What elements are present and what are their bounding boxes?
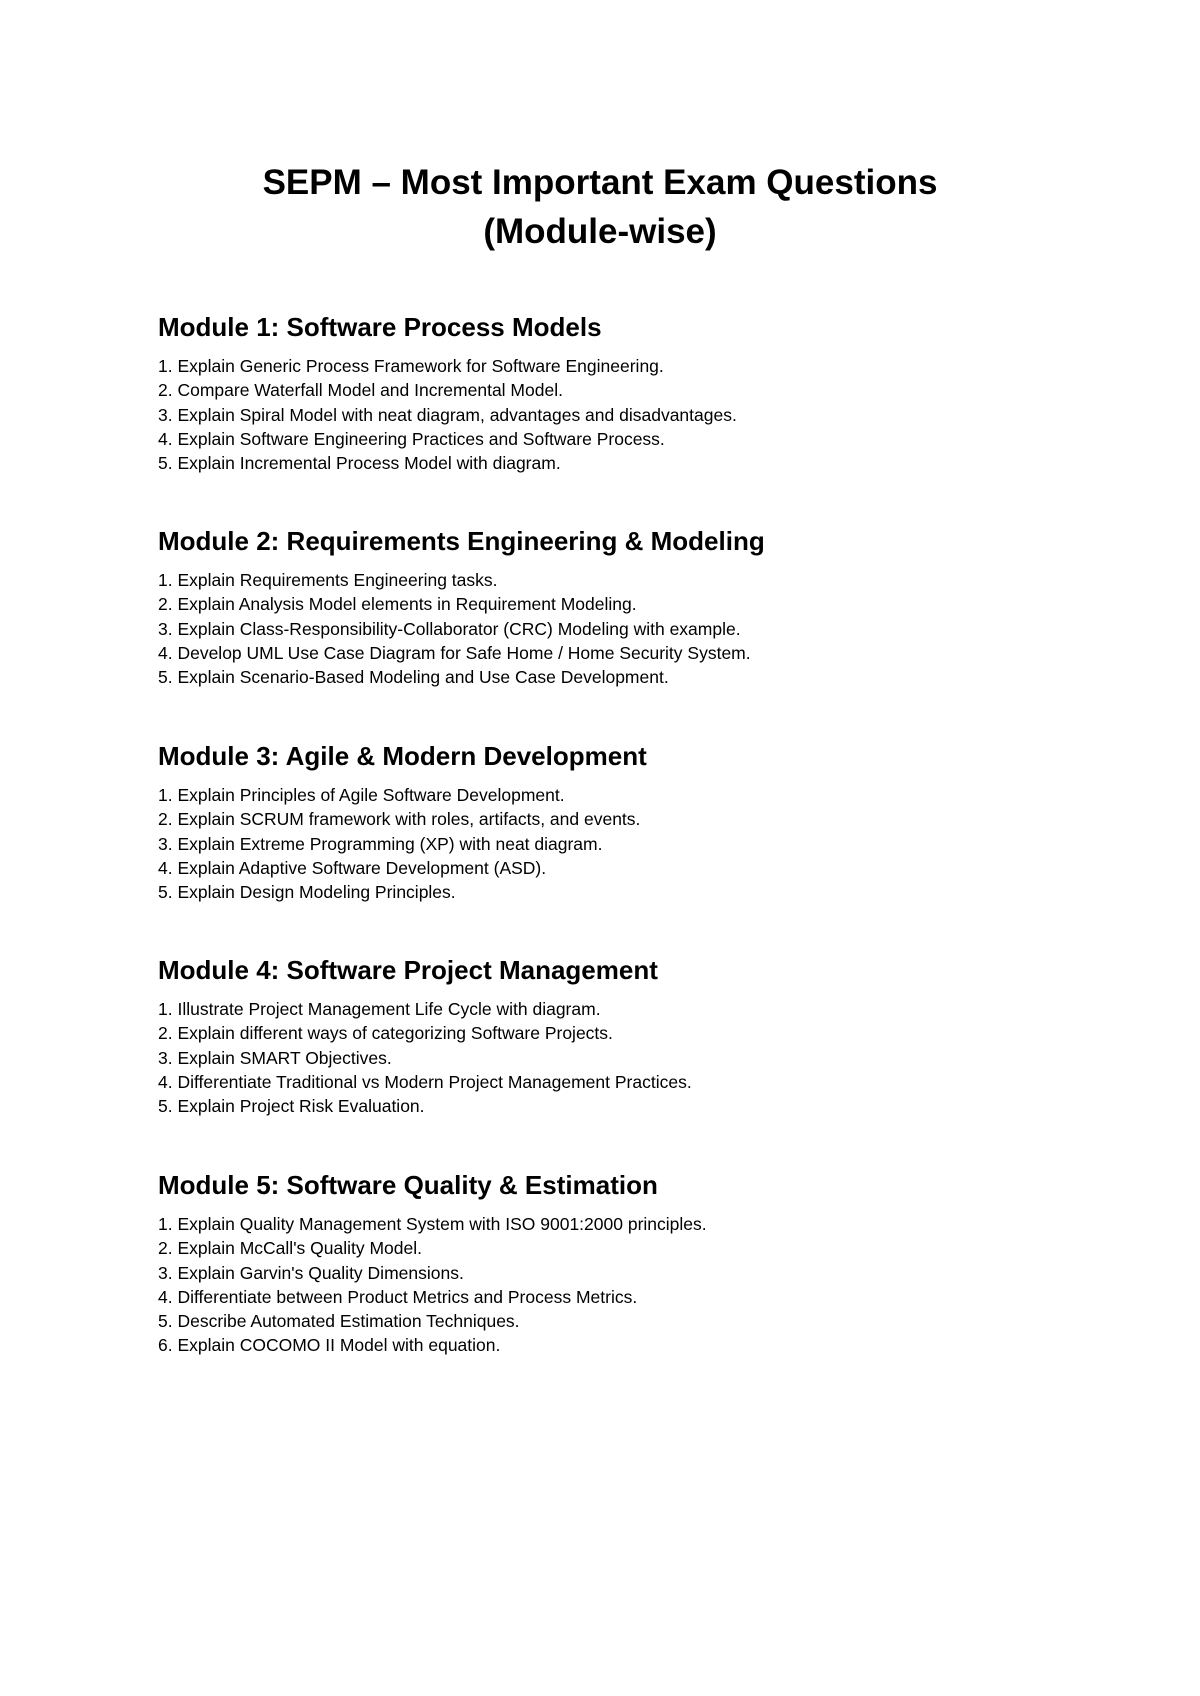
- question-item: 2. Explain McCall's Quality Model.: [158, 1238, 422, 1259]
- module-5-question-list: [158, 1212, 1118, 1358]
- module-2-heading: Module 2: Requirements Engineering & Modeling: [158, 526, 765, 556]
- module-2-question-list: [158, 568, 1118, 689]
- question-item: 1. Illustrate Project Management Life Cycle with diagram.: [158, 999, 601, 1019]
- question-item: 4. Explain Adaptive Software Development (ASD).: [158, 857, 547, 878]
- question-item: 1. Explain Generic Process Framework for Software Engineering.: [158, 356, 664, 376]
- page-title-line-1: SEPM – Most Important Exam Questions: [262, 163, 938, 202]
- module-1-section: [158, 310, 1118, 475]
- question-item: 5. Explain Project Risk Evaluation.: [158, 1096, 425, 1117]
- question-item: 4. Differentiate between Product Metrics and Process Metrics.: [158, 1286, 638, 1307]
- module-3-heading: Module 3: Agile & Modern Development: [158, 741, 647, 771]
- question-item: 3. Explain Extreme Programming (XP) with neat diagram.: [158, 833, 603, 854]
- question-item: 5. Explain Scenario-Based Modeling and Use Case Development.: [158, 667, 669, 688]
- question-item: 1. Explain Quality Management System with ISO 9001:2000 principles.: [158, 1214, 707, 1234]
- question-item: 5. Describe Automated Estimation Techniques.: [158, 1311, 520, 1332]
- module-4-section: [158, 953, 1118, 1118]
- question-item: 4. Develop UML Use Case Diagram for Safe Home / Home Security System.: [158, 642, 751, 663]
- question-item: 4. Explain Software Engineering Practices and Software Process.: [158, 428, 665, 449]
- question-item: 6. Explain COCOMO II Model with equation.: [158, 1335, 501, 1356]
- module-2-section: [158, 524, 1118, 689]
- question-item: 1. Explain Requirements Engineering tasks.: [158, 570, 498, 590]
- question-item: 5. Explain Design Modeling Principles.: [158, 882, 456, 903]
- page-title-line-2: (Module-wise): [483, 212, 717, 251]
- module-1-heading: Module 1: Software Process Models: [158, 312, 602, 342]
- question-item: 3. Explain Class-Responsibility-Collaborator (CRC) Modeling with example.: [158, 618, 741, 639]
- page-title: [0, 158, 1200, 256]
- module-5-heading: Module 5: Software Quality & Estimation: [158, 1170, 658, 1200]
- module-1-question-list: [158, 354, 1118, 475]
- question-item: 4. Differentiate Traditional vs Modern Project Management Practices.: [158, 1071, 692, 1092]
- question-item: 5. Explain Incremental Process Model with diagram.: [158, 453, 561, 474]
- question-item: 2. Explain different ways of categorizing Software Projects.: [158, 1023, 613, 1044]
- module-4-question-list: [158, 997, 1118, 1118]
- question-item: 3. Explain Garvin's Quality Dimensions.: [158, 1262, 464, 1283]
- module-3-section: [158, 739, 1118, 904]
- question-item: 3. Explain SMART Objectives.: [158, 1047, 392, 1068]
- module-3-question-list: [158, 783, 1118, 904]
- question-item: 1. Explain Principles of Agile Software Development.: [158, 785, 565, 805]
- question-item: 3. Explain Spiral Model with neat diagram, advantages and disadvantages.: [158, 404, 737, 425]
- question-item: 2. Explain Analysis Model elements in Requirement Modeling.: [158, 594, 637, 615]
- question-item: 2. Compare Waterfall Model and Incremental Model.: [158, 380, 563, 401]
- question-item: 2. Explain SCRUM framework with roles, artifacts, and events.: [158, 809, 641, 830]
- module-4-heading: Module 4: Software Project Management: [158, 955, 658, 985]
- module-5-section: [158, 1168, 1118, 1358]
